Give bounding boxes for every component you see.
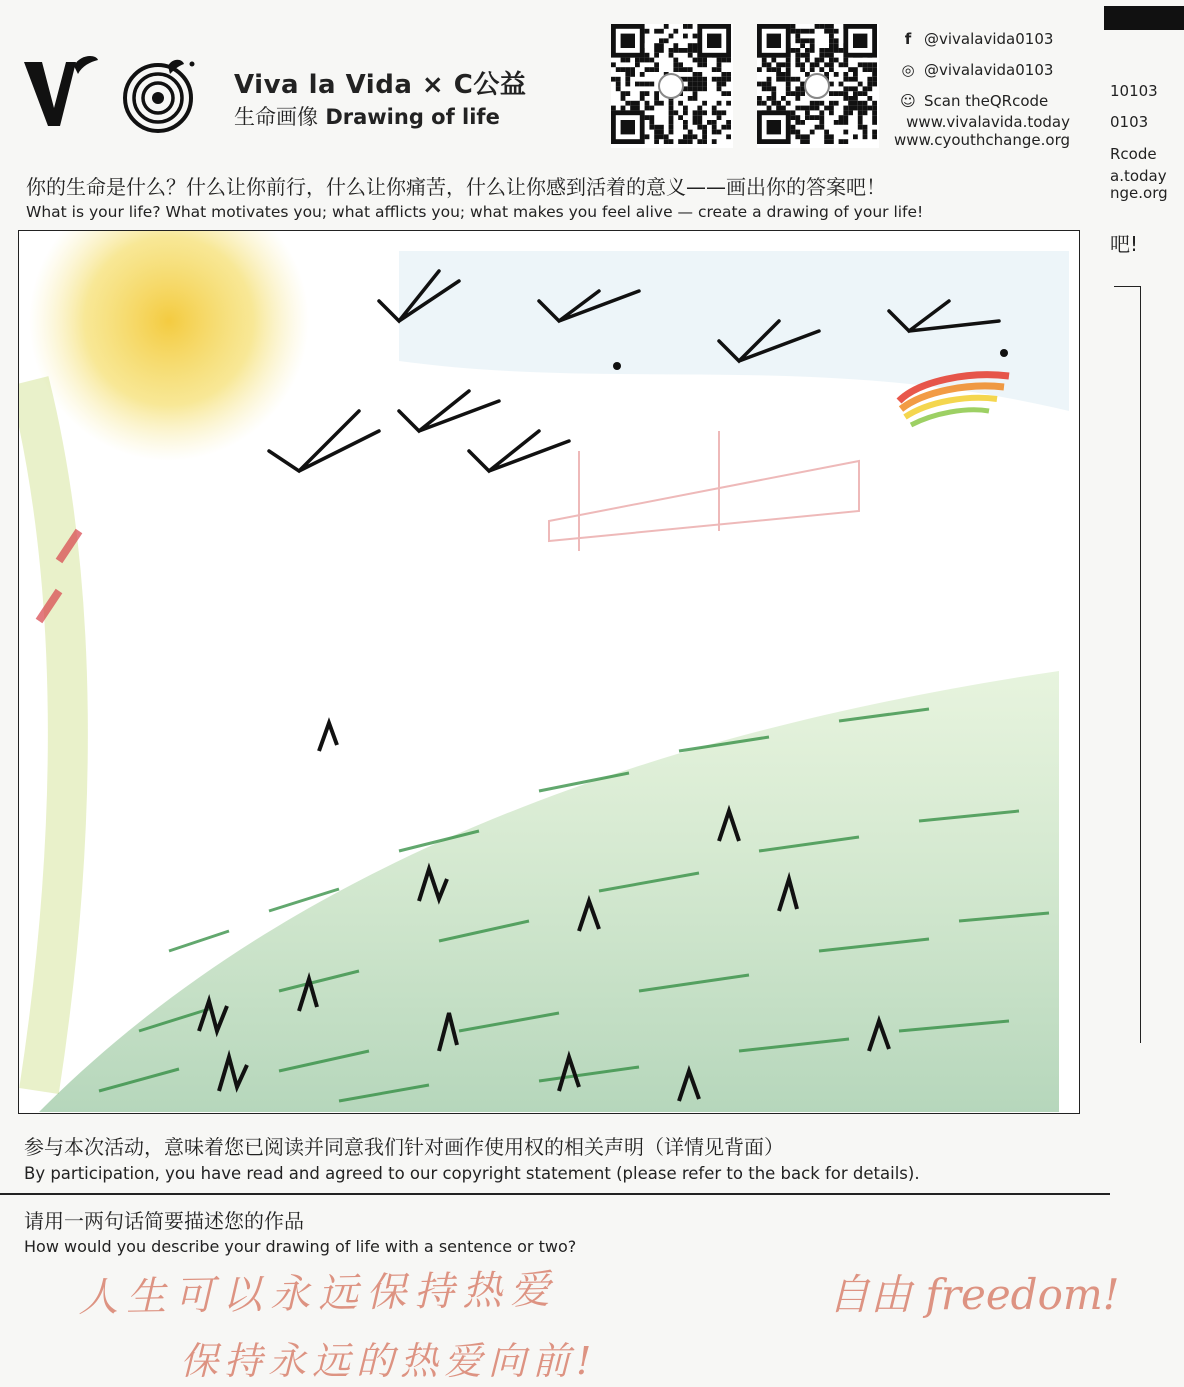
brand-subtitle-en: Drawing of life bbox=[325, 105, 500, 129]
social-instagram[interactable] bbox=[898, 61, 1053, 79]
copyright-en: By participation, you have read and agreed to our copyright statement (please refer to the back for details). bbox=[24, 1164, 920, 1183]
url-vivalavida[interactable]: www.vivalavida.today bbox=[906, 113, 1070, 131]
ghost-text: nge.org bbox=[1110, 184, 1168, 202]
question-en: How would you describe your drawing of life with a sentence or two? bbox=[24, 1237, 577, 1256]
copyright-cn: 参与本次活动，意味着您已阅读并同意我们针对画作使用权的相关声明（详情见背面） bbox=[24, 1135, 784, 1159]
ghost-text: 0103 bbox=[1110, 113, 1149, 131]
sun bbox=[29, 231, 309, 461]
instagram-handle: @vivalavida0103 bbox=[924, 61, 1054, 79]
adjacent-frame-edge bbox=[1114, 286, 1141, 1043]
prompt-en: What is your life? What motivates you; what afflicts you; what makes you feel alive — create a drawing of your life! bbox=[26, 203, 924, 221]
handwritten-answer-freedom: 自由 freedom! bbox=[828, 1270, 1120, 1319]
brand-subtitle bbox=[234, 101, 500, 131]
divider bbox=[0, 1193, 1110, 1195]
ghost-text: 10103 bbox=[1110, 82, 1158, 100]
brand-subtitle-cn: 生命画像 bbox=[234, 105, 318, 129]
instagram-icon: ◎ bbox=[901, 61, 915, 79]
url-cyouthchange[interactable]: www.cyouthchange.org bbox=[894, 131, 1070, 149]
question-cn: 请用一两句话简要描述您的作品 bbox=[24, 1209, 304, 1233]
social-facebook[interactable] bbox=[898, 30, 1053, 48]
qr-code-wechat[interactable] bbox=[757, 24, 879, 148]
green-hill bbox=[39, 671, 1059, 1112]
adjacent-sheet-edge bbox=[1104, 6, 1184, 30]
viva-la-vida-logo bbox=[20, 52, 102, 132]
handwritten-answer-line1: 人生可以永远保持热爱 bbox=[77, 1266, 559, 1322]
handwritten-answer-line2: 保持永远的热爱向前! bbox=[180, 1339, 598, 1383]
drawing-frame bbox=[18, 230, 1080, 1114]
c-charity-logo bbox=[120, 56, 200, 136]
prompt-cn: 你的生命是什么？什么让你前行，什么让你痛苦，什么让你感到活着的意义——画出你的答案吧！ bbox=[26, 175, 886, 199]
sun-rays bbox=[29, 381, 68, 1091]
ghost-text: 吧! bbox=[1110, 232, 1139, 256]
social-wechat[interactable] bbox=[898, 92, 1048, 110]
crayon-drawing bbox=[19, 231, 1078, 1112]
ghost-text: a.today bbox=[1110, 167, 1167, 185]
ghost-text: Rcode bbox=[1110, 145, 1157, 163]
wechat-icon: ☺ bbox=[900, 92, 916, 110]
faint-house-outline bbox=[549, 431, 859, 551]
facebook-handle: @vivalavida0103 bbox=[924, 30, 1054, 48]
qr-code-facebook[interactable] bbox=[611, 24, 733, 148]
brand-title: Viva la Vida × C公益 bbox=[234, 70, 527, 100]
wechat-label: Scan theQRcode bbox=[924, 92, 1049, 110]
facebook-icon: f bbox=[904, 30, 912, 48]
